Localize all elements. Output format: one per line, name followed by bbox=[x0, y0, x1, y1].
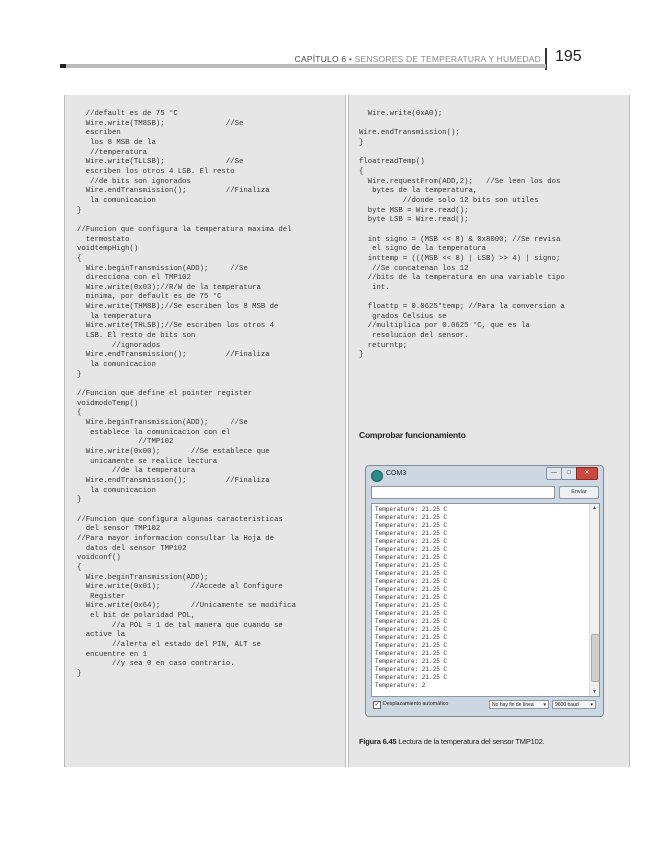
output-scrollbar[interactable] bbox=[589, 504, 599, 696]
serial-output[interactable] bbox=[371, 503, 600, 697]
send-button[interactable]: Enviar bbox=[559, 486, 599, 499]
maximize-button[interactable]: □ bbox=[561, 467, 577, 480]
serial-output-line: Temperature: 21.25 C bbox=[375, 650, 448, 657]
code-listing-right: Wire.write(0xA0); Wire.endTransmission(); } floatreadTemp() { Wire.requestFrom(ADD,2); //Se leen los dos bytes de la temperatura, //donde solo 12 bits son utiles byte MSB = Wire.read(); byte LSB = Wire.read(); int signo = (MSB << 8) & 0x8000; //Se revisa el signo de la temperatura inttemp = (((MSB << 8) | LSB) >> 4) | signo; //Se concatenan los 12 //bits de la temperatura en una variable tipo int. floattp = 0.0625*temp; //Para la conversion a grados Celsius se //multiplica por 0.0625 °C, que es la resolucion del sensor. returntp; } bbox=[359, 110, 565, 360]
serial-output-line: Temperature: 2 bbox=[375, 682, 426, 689]
serial-output-line: Temperature: 21.25 C bbox=[375, 578, 448, 585]
serial-output-line: Temperature: 21.25 C bbox=[375, 666, 448, 673]
serial-output-line: Temperature: 21.25 C bbox=[375, 626, 448, 633]
code-listing-left: //default es de 75 °C Wire.write(TM8SB); //Se escriben los 8 MSB de la //temperatura Wire.write(TLLSB); //Se escriben los otros 4 LSB. El resto //de bits son ignorados Wire.endTransmission(); //Finaliza la comunicacion } //Funcion que configura la temperatura maxima del termostato voidtempHigh() { Wire.beginTransmission(ADD); //Se direcciona con el TMP102 Wire.write(0x03);//R/W de la temperatura minima, por default es de 75 °C Wire.write(THM8B);//Se escriben los 8 MSB de la temperatura Wire.write(THLSB);//Se escriben los otros 4 LSB. El resto de bits son //ignorados Wire.endTransmission(); //Finaliza la comunicacion } //Funcion que define el pointer register voidmodoTemp() { Wire.beginTransmission(ADD); //Se establece la comunicacion con el //TMP102 Wire.write(0x00); //Se establece que unicamente se realice lectura //de la temperatura Wire.endTransmission(); //Finaliza la comunicacion } //Funcion que configura algunas caracteristicas del sensor TMP102 //Para mayor informacion consultar la Hoja de datos del sensor TMP102 voidconf() { Wire.beginTransmission(ADD); Wire.write(0x01); //Accede al Configure Register Wire.write(0x64); //Unicamente se modifica el bit de polaridad POL, //a POL = 1 de tal manera que cuando se active la //alerta el estado del PIN, ALT se encuentre en 1 //y sea 0 en caso contrario. } bbox=[77, 110, 296, 679]
serial-output-line: Temperature: 21.25 C bbox=[375, 546, 448, 553]
serial-monitor-window bbox=[365, 465, 604, 717]
baud-rate-select[interactable] bbox=[552, 700, 596, 709]
serial-output-line: Temperature: 21.25 C bbox=[375, 562, 448, 569]
section-title: Comprobar funcionamiento bbox=[359, 430, 466, 440]
serial-output-line: Temperature: 21.25 C bbox=[375, 530, 448, 537]
baud-rate-value: 9600 baud bbox=[555, 702, 579, 708]
chapter-label: CAPÍTULO 6 bbox=[294, 54, 347, 64]
serial-output-line: Temperature: 21.25 C bbox=[375, 602, 448, 609]
serial-output-line: Temperature: 21.25 C bbox=[375, 586, 448, 593]
header-rule-mark bbox=[60, 64, 66, 68]
header-separator: • bbox=[346, 54, 355, 64]
send-input[interactable] bbox=[371, 486, 555, 499]
autoscroll-checkbox[interactable]: ✓ bbox=[374, 702, 380, 708]
serial-output-line: Temperature: 21.25 C bbox=[375, 514, 448, 521]
serial-output-line: Temperature: 21.25 C bbox=[375, 538, 448, 545]
monitor-footer bbox=[371, 699, 598, 711]
serial-output-line: Temperature: 21.25 C bbox=[375, 618, 448, 625]
chevron-down-icon: ▾ bbox=[543, 702, 546, 708]
chapter-topic: SENSORES DE TEMPERATURA Y HUMEDAD bbox=[354, 54, 541, 64]
chevron-down-icon: ▾ bbox=[590, 702, 593, 708]
code-panel-right bbox=[348, 95, 630, 767]
figure-label: Figura 6.45 bbox=[359, 737, 397, 746]
close-button[interactable]: ✕ bbox=[576, 467, 598, 480]
minimize-button[interactable]: — bbox=[546, 467, 562, 480]
window-titlebar[interactable] bbox=[366, 466, 603, 484]
page-number: 195 bbox=[555, 48, 582, 65]
scroll-thumb[interactable] bbox=[591, 634, 600, 682]
scroll-up-icon[interactable]: ▲ bbox=[592, 505, 597, 511]
page-header bbox=[0, 48, 661, 72]
serial-output-line: Temperature: 21.25 C bbox=[375, 506, 448, 513]
serial-output-line: Temperature: 21.25 C bbox=[375, 634, 448, 641]
serial-output-line: Temperature: 21.25 C bbox=[375, 658, 448, 665]
code-panel-left bbox=[64, 95, 346, 767]
send-row bbox=[371, 486, 598, 499]
figure-caption bbox=[359, 737, 619, 746]
serial-output-line: Temperature: 21.25 C bbox=[375, 570, 448, 577]
serial-output-line: Temperature: 21.25 C bbox=[375, 594, 448, 601]
window-title: COM3 bbox=[386, 470, 407, 477]
serial-output-line: Temperature: 21.25 C bbox=[375, 610, 448, 617]
running-header bbox=[295, 54, 541, 64]
line-ending-select[interactable] bbox=[489, 700, 549, 709]
header-rule bbox=[60, 64, 546, 68]
arduino-app-icon bbox=[371, 470, 383, 482]
serial-output-line: Temperature: 21.25 C bbox=[375, 554, 448, 561]
serial-output-line: Temperature: 21.25 C bbox=[375, 674, 448, 681]
scroll-down-icon[interactable]: ▼ bbox=[592, 689, 597, 695]
caption-text: Lectura de la temperatura del sensor TMP102. bbox=[396, 737, 545, 746]
serial-output-line: Temperature: 21.25 C bbox=[375, 522, 448, 529]
line-ending-value: No hay fin de línea bbox=[492, 702, 534, 708]
serial-output-line: Temperature: 21.25 C bbox=[375, 642, 448, 649]
autoscroll-label: Desplazamiento automático bbox=[383, 701, 449, 707]
